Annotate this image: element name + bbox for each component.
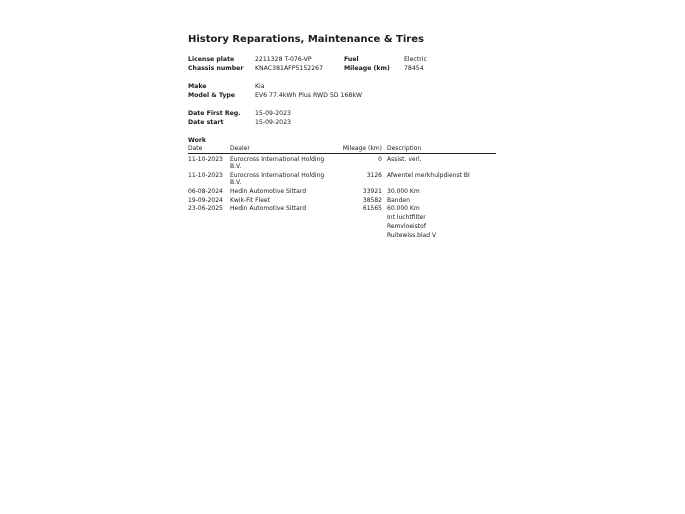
row-mileage: 0 bbox=[378, 156, 382, 163]
table-row bbox=[188, 205, 496, 214]
license-plate-value: 2211328 T-076-VP bbox=[255, 56, 312, 63]
row-description: 30.000 Km bbox=[387, 188, 420, 195]
row-date: 06-08-2024 bbox=[188, 188, 223, 195]
row-dealer: Eurocross International Holding B.V. bbox=[230, 156, 325, 170]
first-reg-label: Date First Reg. bbox=[188, 110, 241, 117]
row-dealer: Eurocross International Holding B.V. bbox=[230, 172, 325, 186]
fuel-label: Fuel bbox=[344, 56, 359, 63]
license-plate-label: License plate bbox=[188, 56, 235, 63]
document bbox=[188, 33, 498, 241]
row-mileage: 3126 bbox=[366, 172, 382, 179]
header-dealer: Dealer bbox=[230, 145, 250, 152]
info-row-start bbox=[188, 118, 498, 127]
table-row bbox=[188, 223, 496, 232]
model-label: Model & Type bbox=[188, 92, 236, 99]
row-dealer: Hedin Automotive Sittard bbox=[230, 188, 307, 195]
table-row bbox=[188, 232, 496, 241]
table-row bbox=[188, 197, 496, 206]
row-description: Banden bbox=[387, 196, 410, 204]
row-mileage: 61565 bbox=[362, 205, 382, 212]
chassis-label: Chassis number bbox=[188, 65, 244, 72]
row-dealer: Kwik-Fit Fleet bbox=[230, 196, 270, 204]
row-mileage: 38582 bbox=[362, 196, 382, 204]
table-header bbox=[188, 145, 496, 154]
header-date: Date bbox=[188, 145, 203, 152]
header-description: Description bbox=[387, 145, 422, 152]
row-date: 11-10-2023 bbox=[188, 172, 223, 179]
chassis-value: KNAC381AFP5152267 bbox=[255, 65, 324, 72]
mileage-label: Mileage (km) bbox=[344, 65, 390, 72]
page-title: History Reparations, Maintenance & Tires bbox=[188, 34, 424, 45]
table-row bbox=[188, 214, 496, 223]
row-date: 23-06-2025 bbox=[188, 205, 223, 212]
work-table bbox=[188, 145, 496, 241]
make-value: Kia bbox=[255, 83, 265, 90]
row-dealer: Hedin Automotive Sittard bbox=[230, 205, 307, 212]
row-mileage: 33921 bbox=[362, 188, 382, 195]
fuel-value: Electric bbox=[404, 56, 427, 63]
row-description: Int luchtfilter bbox=[387, 214, 426, 221]
start-label: Date start bbox=[188, 119, 224, 126]
row-date: 19-09-2024 bbox=[188, 196, 223, 204]
work-section-title: Work bbox=[188, 137, 207, 144]
info-row-chassis bbox=[188, 64, 498, 73]
first-reg-value: 15-09-2023 bbox=[255, 110, 291, 117]
row-description: Remvloeistof bbox=[387, 223, 426, 230]
table-row bbox=[188, 156, 496, 172]
info-row-first-reg bbox=[188, 109, 498, 118]
row-description: Assist. verl. bbox=[387, 156, 422, 163]
start-value: 15-09-2023 bbox=[255, 119, 291, 126]
row-description: Afwentel merkhulpdienst BI bbox=[387, 172, 470, 179]
header-mileage: Mileage (km) bbox=[342, 145, 382, 152]
row-description: 60.000 Km bbox=[387, 205, 420, 212]
vehicle-info bbox=[188, 55, 498, 127]
row-description: Ruitewiss.blad V bbox=[387, 232, 437, 239]
mileage-value: 78454 bbox=[404, 65, 424, 72]
info-row-make bbox=[188, 82, 498, 91]
table-row bbox=[188, 188, 496, 197]
make-label: Make bbox=[188, 83, 207, 90]
info-row-model bbox=[188, 91, 498, 100]
model-value: EV6 77.4kWh Plus RWD 5D 168kW bbox=[255, 92, 363, 99]
info-row-plate bbox=[188, 55, 498, 64]
table-row bbox=[188, 172, 496, 188]
row-date: 11-10-2023 bbox=[188, 156, 223, 163]
